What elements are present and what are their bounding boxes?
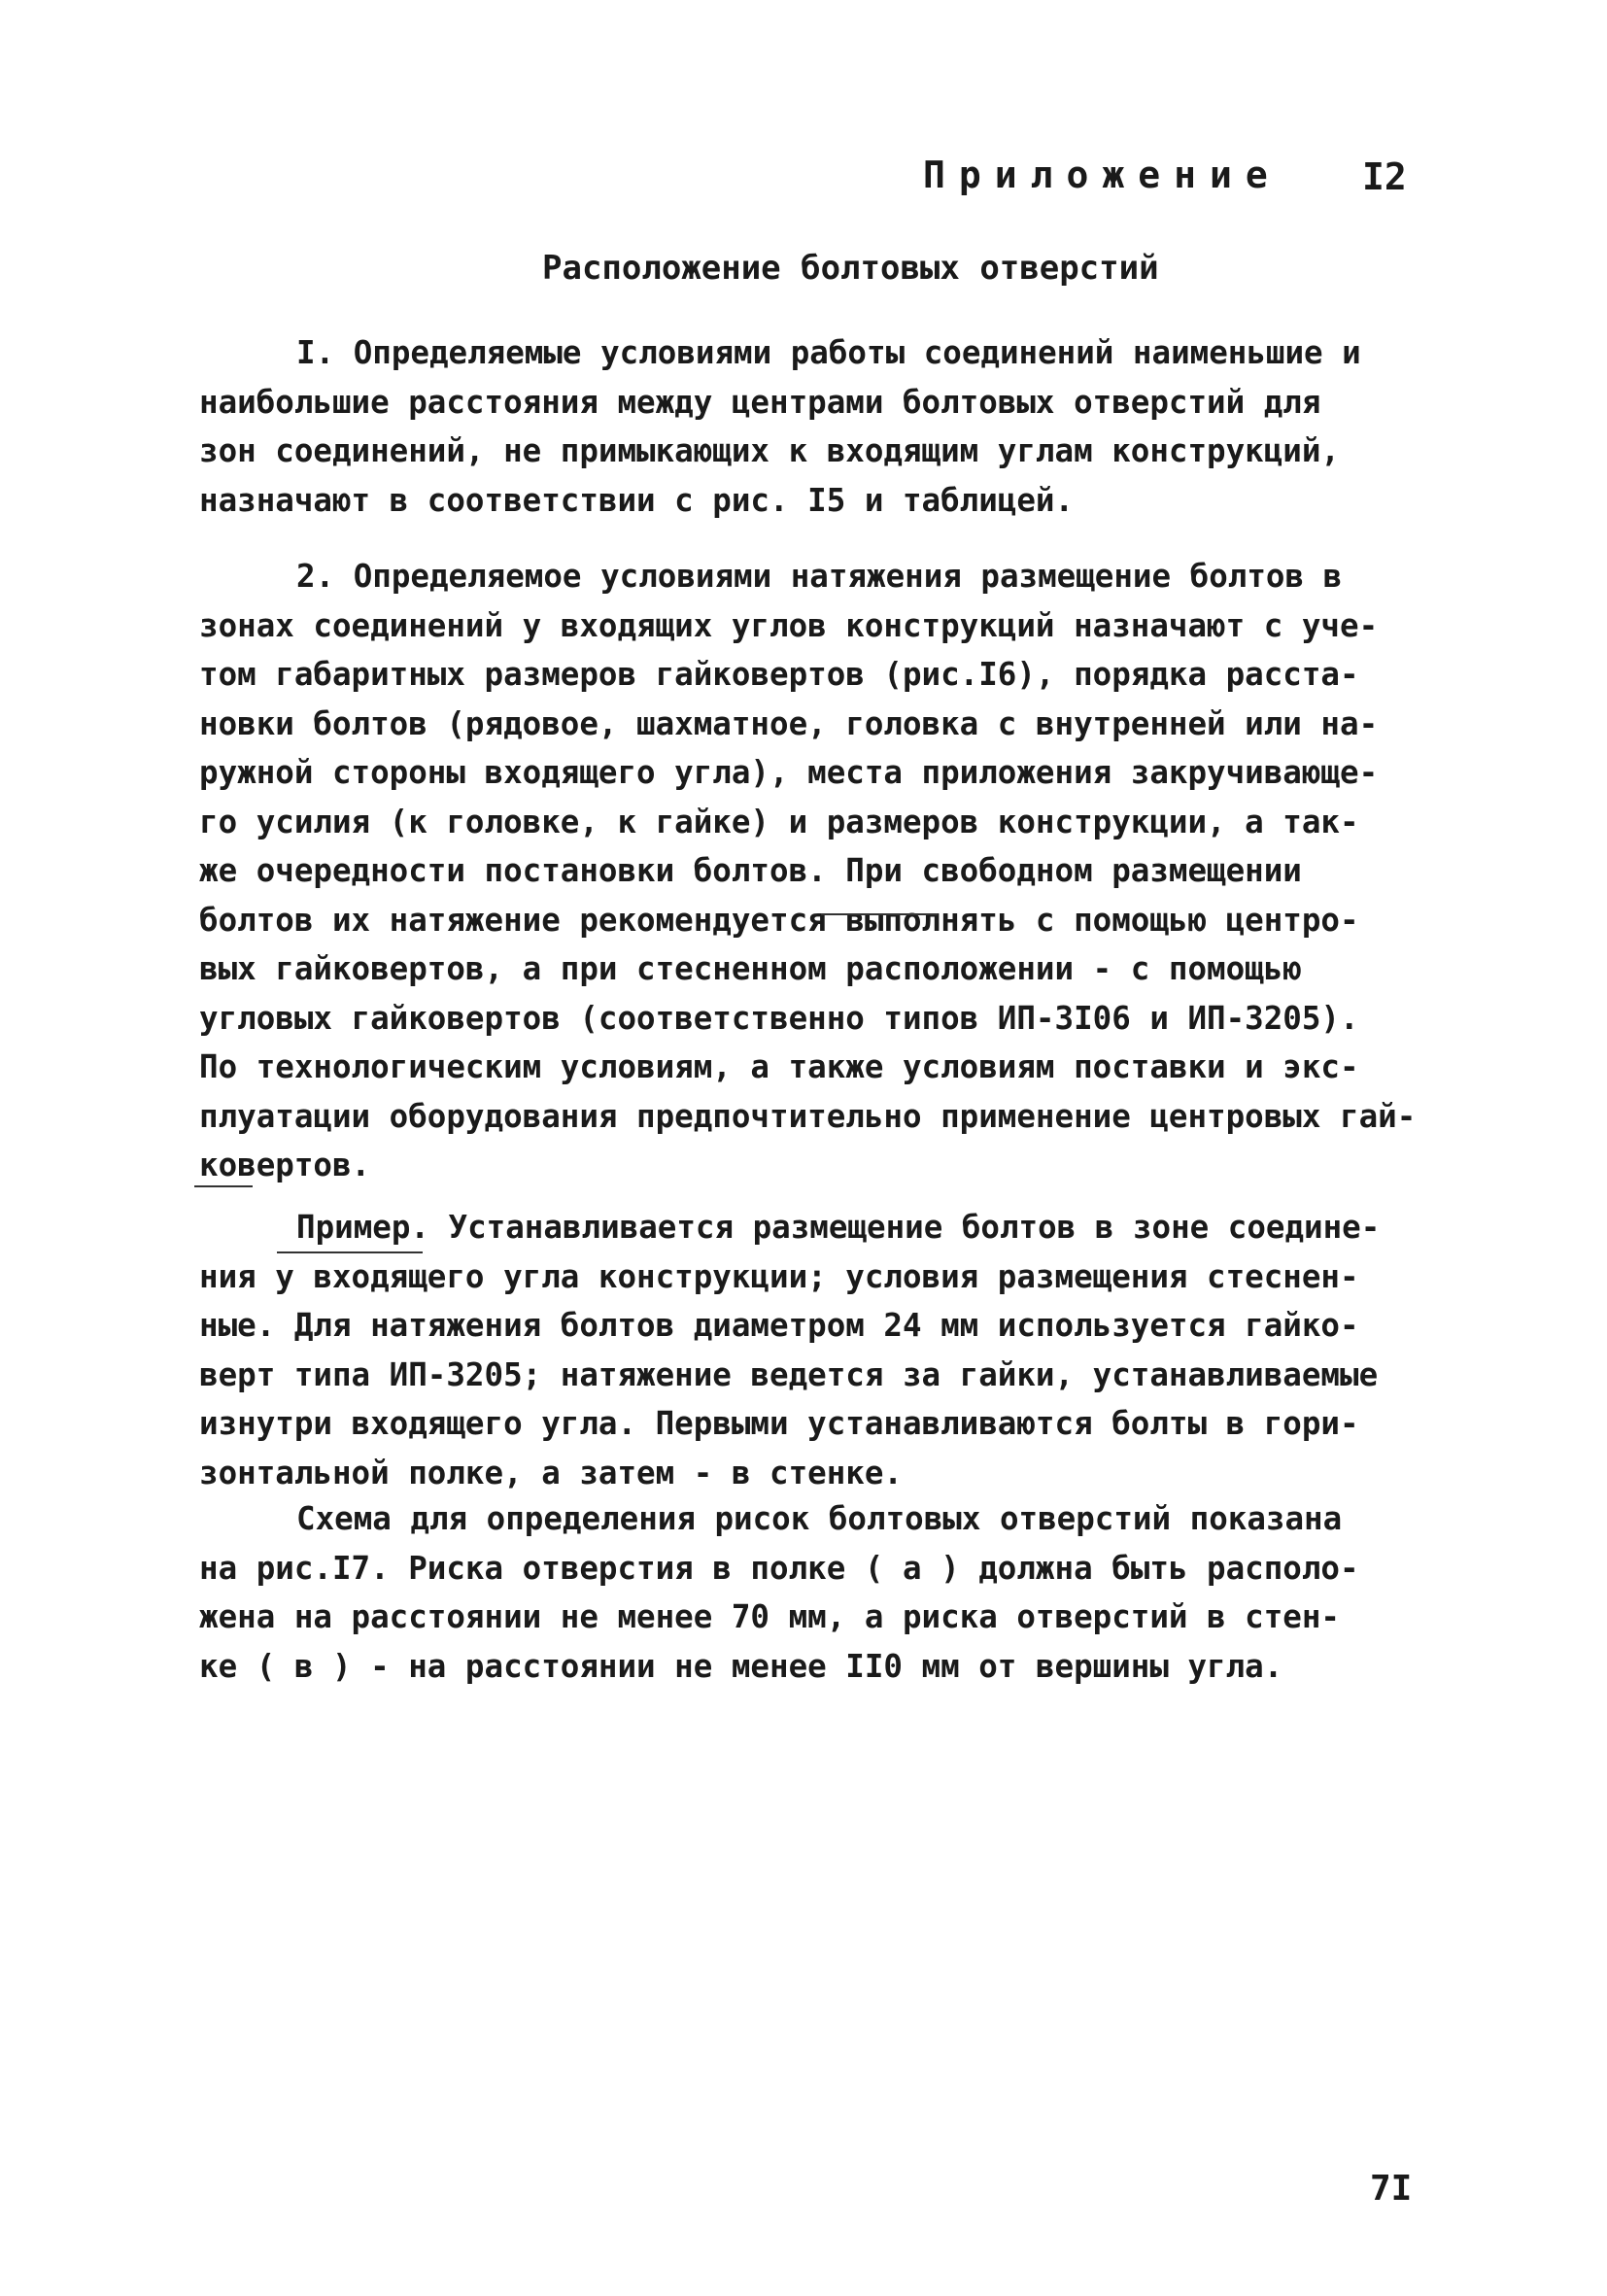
text-line: плуатации оборудования предпочтительно применение центровых гай- xyxy=(199,1097,1417,1135)
text-line: го усилия (к головке, к гайке) и размеров конструкции, а так- xyxy=(199,803,1359,840)
text-line: новки болтов (рядовое, шахматное, головка с внутренней или на- xyxy=(199,704,1379,742)
pen-underline xyxy=(194,1185,253,1187)
text-line: том габаритных размеров гайковертов (рис.I6), порядка расста- xyxy=(199,656,1359,693)
text-line: ружной стороны входящего угла), места приложения закручивающе- xyxy=(199,754,1379,791)
text-line: I. Определяемые условиями работы соединений наименьшие и xyxy=(296,334,1361,371)
text-line: верт типа ИП-3205; натяжение ведется за гайки, устанавливаемые xyxy=(199,1355,1379,1393)
text-line: болтов их натяжение рекомендуется выполнять с помощью центро- xyxy=(199,901,1359,939)
text-line: ке ( в ) - на расстоянии не менее II0 мм от вершины угла. xyxy=(199,1647,1283,1685)
text-line: изнутри входящего угла. Первыми устанавливаются болты в гори- xyxy=(199,1405,1359,1442)
paragraph-4 xyxy=(199,1494,1428,1691)
text-line: назначают в соответствии с рис. I5 и таблицей. xyxy=(199,481,1075,519)
paragraph-1 xyxy=(199,328,1428,525)
text-line: наибольшие расстояния между центрами болтовых отверстий для xyxy=(199,383,1321,421)
text-line: же очередности постановки болтов. При свободном размещении xyxy=(199,852,1302,889)
appendix-number: I2 xyxy=(1362,155,1407,198)
text-line: ния у входящего угла конструкции; условия размещения стеснен- xyxy=(199,1257,1359,1295)
text-line: зонах соединений у входящих углов конструкций назначают с уче- xyxy=(199,606,1379,644)
page-number: 7I xyxy=(1370,2169,1413,2209)
text-line: По технологическим условиям, а также условиям поставки и экс- xyxy=(199,1048,1359,1085)
text-line: зон соединений, не примыкающих к входящим углам конструкций, xyxy=(199,432,1340,469)
text-line: ковертов. xyxy=(199,1147,371,1183)
appendix-label: Приложение xyxy=(923,154,1282,196)
pen-underline xyxy=(277,1251,423,1253)
text-line: на рис.I7. Риска отверстия в полке ( a ) должна быть располо- xyxy=(199,1549,1359,1587)
section-title: Расположение болтовых отверстий xyxy=(542,249,1159,288)
text-line: 2. Определяемое условиями натяжения размещение болтов в xyxy=(296,558,1343,595)
text-line: Пример. Устанавливается размещение болтов в зоне соедине- xyxy=(296,1209,1381,1246)
text-line: зонтальной полке, а затем - в стенке. xyxy=(199,1454,903,1491)
paragraph-3 xyxy=(199,1203,1428,1497)
text-line: Схема для определения рисок болтовых отверстий показана xyxy=(296,1500,1343,1537)
paragraph-2 xyxy=(199,552,1428,1190)
text-line: жена на расстоянии не менее 70 мм, а риска отверстий в стен- xyxy=(199,1598,1340,1635)
text-line: вых гайковертов, а при стесненном расположении - с помощью xyxy=(199,950,1302,987)
text-line: ные. Для натяжения болтов диаметром 24 мм используется гайко- xyxy=(199,1307,1359,1344)
pen-underline xyxy=(821,913,938,915)
text-line: угловых гайковертов (соответственно типов ИП-3I06 и ИП-3205). xyxy=(199,999,1359,1037)
